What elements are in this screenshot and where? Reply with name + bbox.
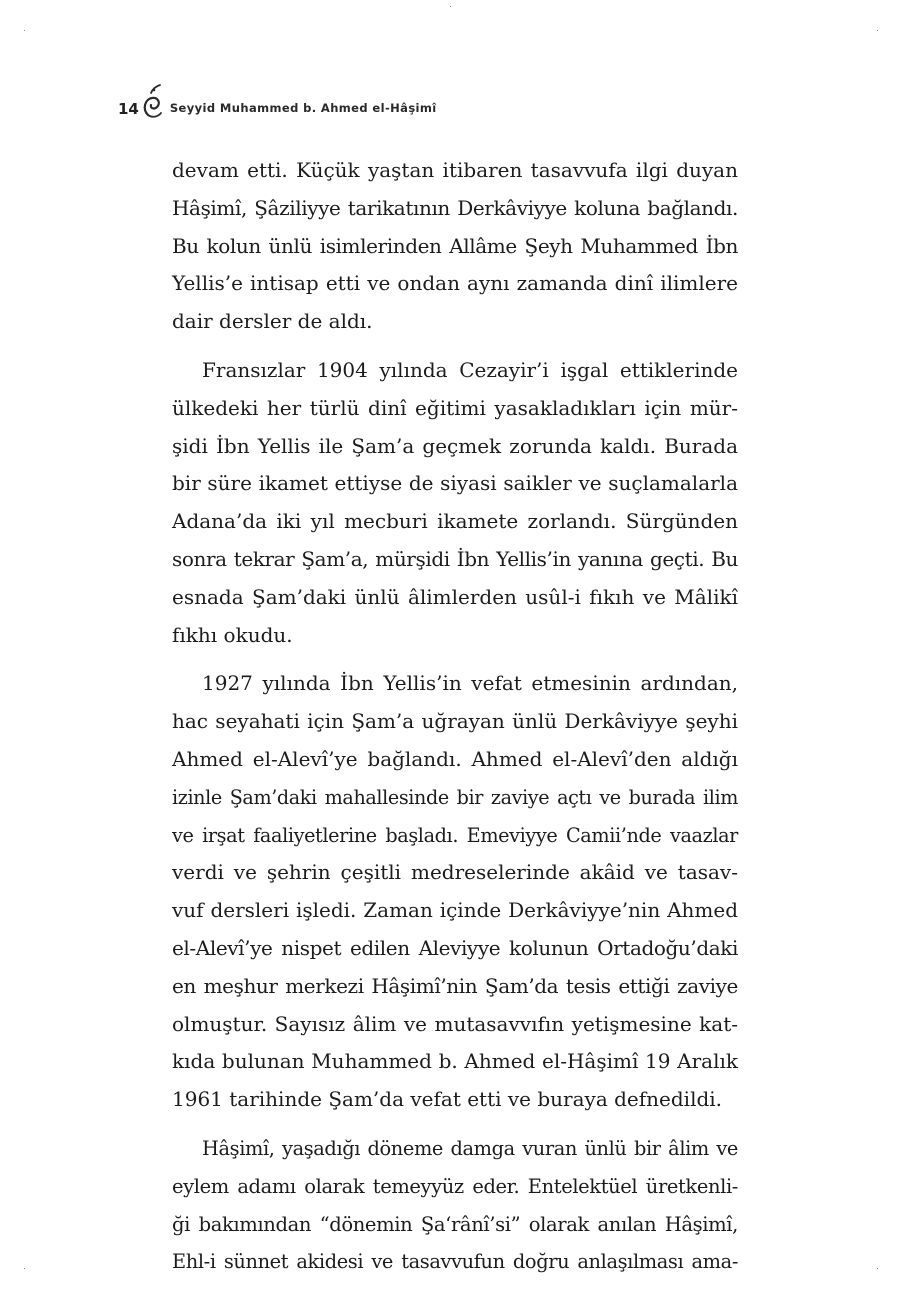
calligraphic-ornament-icon [142,82,164,122]
text-line: şidi İbn Yellis ile Şam’a geçmek zorunda kaldı. Burada [172,433,738,458]
text-line: 1927 yılında İbn Yellis’in vefat etmesinin ardından, [202,671,738,696]
text-line: dair dersler de aldı. [172,309,373,334]
paragraph [172,1130,738,1281]
text-line: el-Alevî’ye nispet edilen Aleviyye kolunun Ortadoğu’daki [172,935,738,960]
text-line: verdi ve şehrin çeşitli medreselerinde akâid ve tasav- [172,860,738,885]
text-line: eylem adamı olarak temeyyüz eder. Entelektüel üretkenli- [172,1174,738,1198]
text-line: esnada Şam’daki ünlü âlimlerden usûl-i fıkıh ve Mâlikî [172,584,738,609]
crop-mark-top-center [450,6,451,7]
paragraph [172,152,738,341]
text-line: vuf dersleri işledi. Zaman içinde Derkâviyye’nin Ahmed [172,898,738,923]
text-line: sonra tekrar Şam’a, mürşidi İbn Yellis’in yanına geçti. Bu [172,546,738,571]
text-line: Ahmed el-Alevî’ye bağlandı. Ahmed el-Alevî’den aldığı [172,746,738,771]
text-line: ülkedeki her türlü dinî eğitimi yasakladıkları için mür- [172,395,738,420]
text-line: Adana’da iki yıl mecburi ikamete zorlandı. Sürgünden [172,509,738,534]
text-line: Bu kolun ünlü isimlerinden Allâme Şeyh Muhammed İbn [172,233,738,258]
text-line: ve irşat faaliyetlerine başladı. Emeviyye Camii’nde vaazlar [172,823,738,847]
text-line: olmuştur. Sayısız âlim ve mutasavvıfın yetişmesine kat- [172,1011,738,1036]
text-line: Fransızlar 1904 yılında Cezayir’i işgal ettiklerinde [202,357,738,382]
crop-mark-bottom-left [24,1268,25,1269]
text-line: devam etti. Küçük yaştan itibaren tasavvufa ilgi duyan [172,158,738,182]
text-line: bir süre ikamet ettiyse de siyasi saikler ve suçlamalarla [172,471,738,496]
text-line: fıkhı okudu. [172,622,293,647]
text-line: Ehl-i sünnet akidesi ve tasavvufun doğru anlaşılması ama- [172,1250,738,1274]
text-line: Yellis’e intisap etti ve ondan aynı zamanda dinî ilimlere [172,271,738,296]
body-text [172,152,738,1281]
page-header [118,82,437,122]
crop-mark-top-left [24,30,25,31]
crop-mark-bottom-right [877,1268,878,1269]
page-number: 14 [118,100,139,118]
text-line: Hâşimî, yaşadığı döneme damga vuran ünlü bir âlim ve [202,1136,738,1160]
paragraph [172,665,738,1119]
text-line: en meşhur merkezi Hâşimî’nin Şam’da tesis ettiği zaviye [172,973,738,998]
text-line: kıda bulunan Muhammed b. Ahmed el-Hâşimî 19 Aralık [172,1049,738,1074]
text-line: hac seyahati için Şam’a uğrayan ünlü Derkâviyye şeyhi [172,709,738,734]
paragraph [172,352,738,654]
running-head: Seyyid Muhammed b. Ahmed el-Hâşimî [169,101,437,115]
text-line: izinle Şam’daki mahallesinde bir zaviye açtı ve burada ilim [172,785,738,809]
crop-mark-top-right [877,30,878,31]
text-line: Hâşimî, Şâziliyye tarikatının Derkâviyye koluna bağlandı. [172,195,738,220]
text-line: ği bakımından “dönemin Şa‘rânî’si” olarak anılan Hâşimî, [172,1212,738,1236]
text-line: 1961 tarihinde Şam’da vefat etti ve buraya defnedildi. [172,1087,723,1112]
